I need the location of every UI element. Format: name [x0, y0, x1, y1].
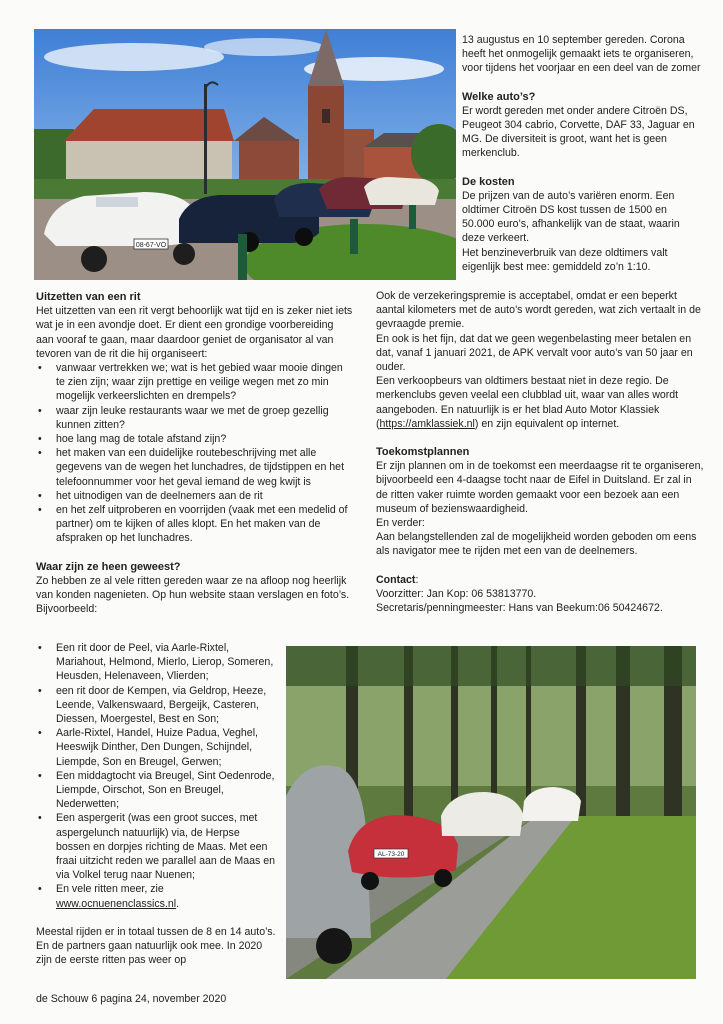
heading-welke-autos: Welke auto’s? — [462, 90, 536, 103]
photo-classic-cars-church-square — [34, 29, 456, 280]
list-item — [36, 882, 276, 910]
uitzetten-intro: Het uitzetten van een rit vergt behoorlijk wat tijd en is zeker niet iets wat je in een avondje doet. Er dient een grondige voorbereiding aan vooraf te gaan, maar daardoor geniet de organisator al van tevoren van de rit die hij organiseert: — [36, 305, 353, 360]
page-footer: de Schouw 6 pagina 24, november 2020 — [36, 993, 227, 1005]
list-item: • hoe lang mag de totale afstand zijn? — [36, 432, 354, 446]
waar-intro: Zo hebben ze al vele ritten gereden waar ze na afloop nog heerlijk van konden nagenieten. Op hun website staan verslagen en foto’s. — [36, 574, 350, 602]
future-paragraph-1: Er zijn plannen om in de toekomst een meerdaagse rit te organiseren, bijvoorbeeld een 4-daagse tocht naar de Eifel in Duitsland. Er zal in de ritten vaker ruimte worden gemaakt voor een bezoek aan een museum of bezienswaardigheid. — [376, 460, 704, 515]
list-item: • Aarle-Rixtel, Handel, Huize Padua, Veghel, Heeswijk Dinther, Den Dungen, Schijndel, Liempde, Son en Breugel, Gerwen; — [36, 726, 276, 769]
right-column-middle — [376, 289, 706, 615]
contact-heading: Contact: — [376, 573, 419, 586]
ocnuenenclassics-link[interactable]: www.ocnuenenclassics.nl — [56, 897, 177, 910]
rides-list — [36, 641, 276, 911]
fair-tail: ) en zijn equivalent op internet. — [474, 417, 620, 430]
list-item: • een rit door de Kempen, via Geldrop, Heeze, Leende, Valkenswaard, Bergeijk, Casteren, Diessen, Moergestel, Best en Son; — [36, 684, 276, 727]
bottom-photo-license-plate: AL-73-20 — [377, 851, 405, 858]
future-paragraph-2: En verder: — [376, 517, 425, 530]
heading-de-kosten: De kosten — [462, 175, 515, 188]
heading-uitzetten: Uitzetten van een rit — [36, 291, 141, 303]
intro-paragraph: 13 augustus en 10 september gereden. Corona heeft het onmogelijk gemaakt iets te organiseren, voor tijdens het voorjaar en een deel van de zomer — [462, 34, 701, 75]
list-item: • waar zijn leuke restaurants waar we met de groep gezellig kunnen zitten? — [36, 404, 354, 432]
list-item: • vanwaar vertrekken we; wat is het gebied waar mooie dingen te zien zijn; waar zijn prettige en veilige wegen met zo min mogelijk verkeerslichten en drempels? — [36, 361, 354, 404]
list-item: • het uitnodigen van de deelnemers aan de rit — [36, 489, 354, 503]
heading-contact: Contact — [376, 573, 416, 586]
contact-secretary: Secretaris/penningmeester: Hans van Beekum:06 50424672. — [376, 602, 663, 615]
fair-text: Een verkoopbeurs van oldtimers bestaat niet in deze regio. De merkenclubs geven veelal een clubblad uit, waar van alles wordt aangeboden. En natuurlijk is er het blad Auto Motor Klassiek ( — [376, 375, 679, 430]
insurance-paragraph: Ook de verzekeringspremie is acceptabel, omdat er een beperkt aantal kilometers met de auto’s wordt gereden, wat zich vertaalt in de gevraagde premie. — [376, 290, 701, 331]
tax-paragraph: En ook is het fijn, dat dat we geen wegenbelasting meer betalen en dat, vanaf 1 januari 2021, de APK vervalt voor auto’s van 50 jaar en ouder. — [376, 332, 693, 374]
more-rides-suffix: . — [176, 897, 180, 910]
list-item: • het maken van een duidelijke routebeschrijving met alle gegevens van de wegen het lunchadres, de tijdstippen en het telefoonnummer voor het geval iemand de weg kwijt is — [36, 446, 354, 489]
fair-paragraph — [376, 374, 706, 431]
left-column — [36, 290, 354, 616]
list-item: • Een aspergerit (was een groot succes, met aspergelunch natuurlijk) via, de Herpse bossen en dorpjes richting de Maas. Met een fraai uitzicht reden we parallel aan de Maas en via Volkel terug naar Nuenen; — [36, 811, 276, 882]
uitzetten-list — [36, 361, 354, 546]
heading-toekomstplannen: Toekomstplannen — [376, 446, 470, 459]
right-column-top — [462, 33, 702, 274]
contact-chairman: Voorzitter: Jan Kop: 06 53813770. — [376, 587, 537, 600]
heading-waar-geweest: Waar zijn ze heen geweest? — [36, 560, 181, 573]
cars-paragraph: Er wordt gereden met onder andere Citroën DS, Peugeot 304 cabrio, Corvette, DAF 33, Jaguar en MG. De diversiteit is groot, want het is geen merkenclub. — [462, 104, 695, 160]
top-photo-license-plate: 08-67-VO — [135, 242, 167, 249]
future-paragraph-3: Aan belangstellenden zal de mogelijkheid worden geboden om eens als navigator mee te rijden met een van de deelnemers. — [376, 531, 697, 558]
amklassiek-link[interactable]: https://amklassiek.nl — [379, 417, 475, 430]
waar-example-label: Bijvoorbeeld: — [36, 603, 98, 616]
costs-paragraph-2: Het benzineverbruik van deze oldtimers valt eigenlijk best mee: gemiddeld zo’n 1:10. — [462, 246, 668, 273]
closing-paragraph: Meestal rijden er in totaal tussen de 8 en 14 auto’s. En de partners gaan natuurlijk ook mee. In 2020 zijn de eerste ritten pas weer op — [36, 925, 276, 967]
costs-paragraph-1: De prijzen van de auto’s variëren enorm. Een oldtimer Citroën DS kost tussen de 1500 en 50.000 euro’s, afhankelijk van de staat, waarin deze verkeert. — [462, 189, 680, 245]
list-item: • Een middagtocht via Breugel, Sint Oedenrode, Liempde, Oirschot, Son en Breugel, Nederwetten; — [36, 769, 276, 812]
left-column-narrow — [36, 641, 276, 967]
list-item: • Een rit door de Peel, via Aarle-Rixtel, Mariahout, Helmond, Mierlo, Lierop, Someren, Heusden, Helenaveen, Vlierden; — [36, 641, 276, 684]
more-rides-prefix: En vele ritten meer, zie — [56, 883, 164, 896]
photo-cars-on-tree-lane — [286, 646, 696, 979]
list-item: • en het zelf uitproberen en voorrijden (vaak met een medelid of partner) om te kijken of alles klopt. En het maken van de afspraken op het lunchadres. — [36, 503, 354, 546]
